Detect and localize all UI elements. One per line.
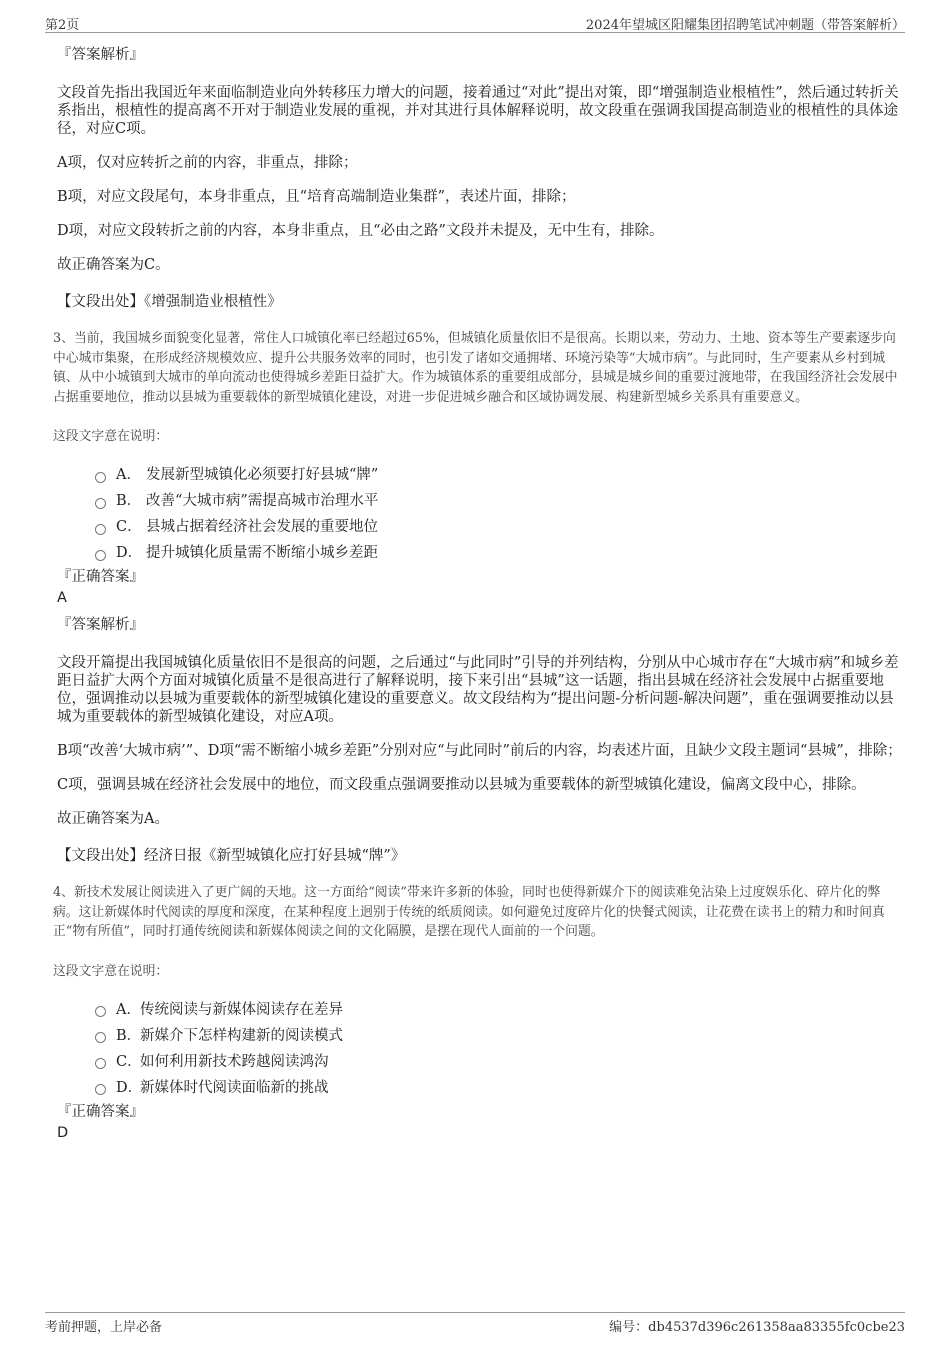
- radio-icon[interactable]: [95, 472, 106, 483]
- option-c[interactable]: C． 如何利用新技术跨越阅读鸿沟: [95, 1049, 902, 1075]
- option-d[interactable]: D． 提升城镇化质量需不断缩小城乡差距: [95, 540, 902, 566]
- radio-icon[interactable]: [95, 550, 106, 561]
- analysis-label: 『答案解析』: [57, 47, 144, 63]
- radio-icon[interactable]: [95, 498, 106, 509]
- option-b[interactable]: B． 改善“大城市病”需提高城市治理水平: [95, 488, 902, 514]
- analysis-paragraph: 文段首先指出我国近年来面临制造业向外转移压力增大的问题，接着通过“对此”提出对策，即“增强制造业根植性”，然后通过转折关系指出，根植性的提高离不开对于制造业发展的重视，并对其进行具体解释说明，故文段重在强调我国提高制造业的根植性的具体途径，对应C项。: [57, 85, 899, 137]
- analysis-paragraph: B项“改善‘大城市病’”、D项“需不断缩小城乡差距”分别对应“与此同时”前后的内容，均表述片面，且缺少文段主题词“县城”，排除；: [57, 743, 902, 759]
- question-3-stem: 3、当前，我国城乡面貌变化显著，常住人口城镇化率已经超过65%，但城镇化质量依旧不是很高。长期以来，劳动力、土地、资本等生产要素逐步向中心城市集聚，在形成经济规模效应、提升公共服务效率的同时，也引发了诸如交通拥堵、环境污染等“大城市病”。与此同时，生产要素从乡村到城镇、从中小城镇到大城市的单向流动也使得城乡差距日益扩大。作为城镇体系的重要组成部分，县城是城乡间的重要过渡地带，在我国经济社会发展中占据重要地位，推动以县城为重要载体的新型城镇化建设，对进一步促进城乡融合和区域协调发展、构建新型城乡关系具有重要意义。: [53, 331, 898, 405]
- analysis-paragraph: 文段开篇提出我国城镇化质量依旧不是很高的问题，之后通过“与此同时”引导的并列结构，分别从中心城市存在“大城市病”和城乡差距日益扩大两个方面对城镇化质量不是很高进行了解释说明，接下来引出“县城”这一话题，指出县城在经济社会发展中占据重要地位，强调推动以县城为重要载体的新型城镇化建设的重要意义。故文段结构为“提出问题-分析问题-解决问题”，重在强调要推动以县城为重要载体的新型城镇化建设，对应A项。: [57, 655, 899, 725]
- question-4-prompt: 这段文字意在说明：: [53, 963, 169, 979]
- page-footer: [45, 1312, 905, 1335]
- page-header: [45, 12, 905, 33]
- analysis-label: 『答案解析』: [57, 617, 144, 633]
- analysis-paragraph: D项，对应文段转折之前的内容，本身非重点，且“必由之路”文段并未提及，无中生有，排除。: [57, 223, 664, 239]
- source-citation: 【文段出处】《增强制造业根植性》: [57, 294, 282, 310]
- correct-answer-label: 『正确答案』: [57, 569, 144, 585]
- radio-icon[interactable]: [95, 1006, 106, 1017]
- source-citation: 【文段出处】经济日报《新型城镇化应打好县城“牌”》: [57, 848, 406, 864]
- correct-answer: A: [57, 590, 67, 606]
- question-3-prompt: 这段文字意在说明：: [53, 429, 169, 444]
- analysis-paragraph: 故正确答案为C。: [57, 257, 170, 273]
- correct-answer: D: [57, 1124, 69, 1141]
- radio-icon[interactable]: [95, 1058, 106, 1069]
- question-4-options: [95, 997, 902, 1101]
- option-c[interactable]: C． 县城占据着经济社会发展的重要地位: [95, 514, 902, 540]
- analysis-paragraph: A项，仅对应转折之前的内容，非重点，排除；: [57, 155, 358, 171]
- page-number: 第2页: [45, 18, 80, 33]
- footer-slogan: 考前押题，上岸必备: [45, 1320, 163, 1335]
- analysis-paragraph: 故正确答案为A。: [57, 811, 169, 827]
- document-title: 2024年望城区阳耀集团招聘笔试冲刺题（带答案解析）: [585, 18, 905, 33]
- option-a[interactable]: A． 发展新型城镇化必须要打好县城“牌”: [95, 462, 902, 488]
- page-content: [55, 40, 902, 1143]
- question-4-stem: 4、新技术发展让阅读进入了更广阔的天地。这一方面给“阅读”带来许多新的体验，同时也使得新媒介下的阅读难免沾染上过度娱乐化、碎片化的弊病。这让新媒体时代阅读的厚度和深度，在某种程度上迥别于传统的纸质阅读。如何避免过度碎片化的快餐式阅读，让花费在读书上的精力和时间真正“物有所值”，同时打通传统阅读和新媒体阅读之间的文化隔膜，是摆在现代人面前的一个问题。: [53, 885, 885, 939]
- question-3-options: [95, 462, 902, 566]
- document-id: 编号：db4537d396c261358aa83355fc0cbe23: [609, 1320, 905, 1335]
- radio-icon[interactable]: [95, 1084, 106, 1095]
- analysis-paragraph: B项，对应文段尾句，本身非重点，且“培育高端制造业集群”，表述片面，排除；: [57, 189, 576, 205]
- correct-answer-label: 『正确答案』: [57, 1103, 144, 1120]
- radio-icon[interactable]: [95, 524, 106, 535]
- radio-icon[interactable]: [95, 1032, 106, 1043]
- option-a[interactable]: A． 传统阅读与新媒体阅读存在差异: [95, 997, 902, 1023]
- option-b[interactable]: B． 新媒介下怎样构建新的阅读模式: [95, 1023, 902, 1049]
- analysis-paragraph: C项，强调县城在经济社会发展中的地位，而文段重点强调要推动以县城为重要载体的新型城镇化建设，偏离文段中心，排除。: [57, 777, 866, 793]
- option-d[interactable]: D． 新媒体时代阅读面临新的挑战: [95, 1075, 902, 1101]
